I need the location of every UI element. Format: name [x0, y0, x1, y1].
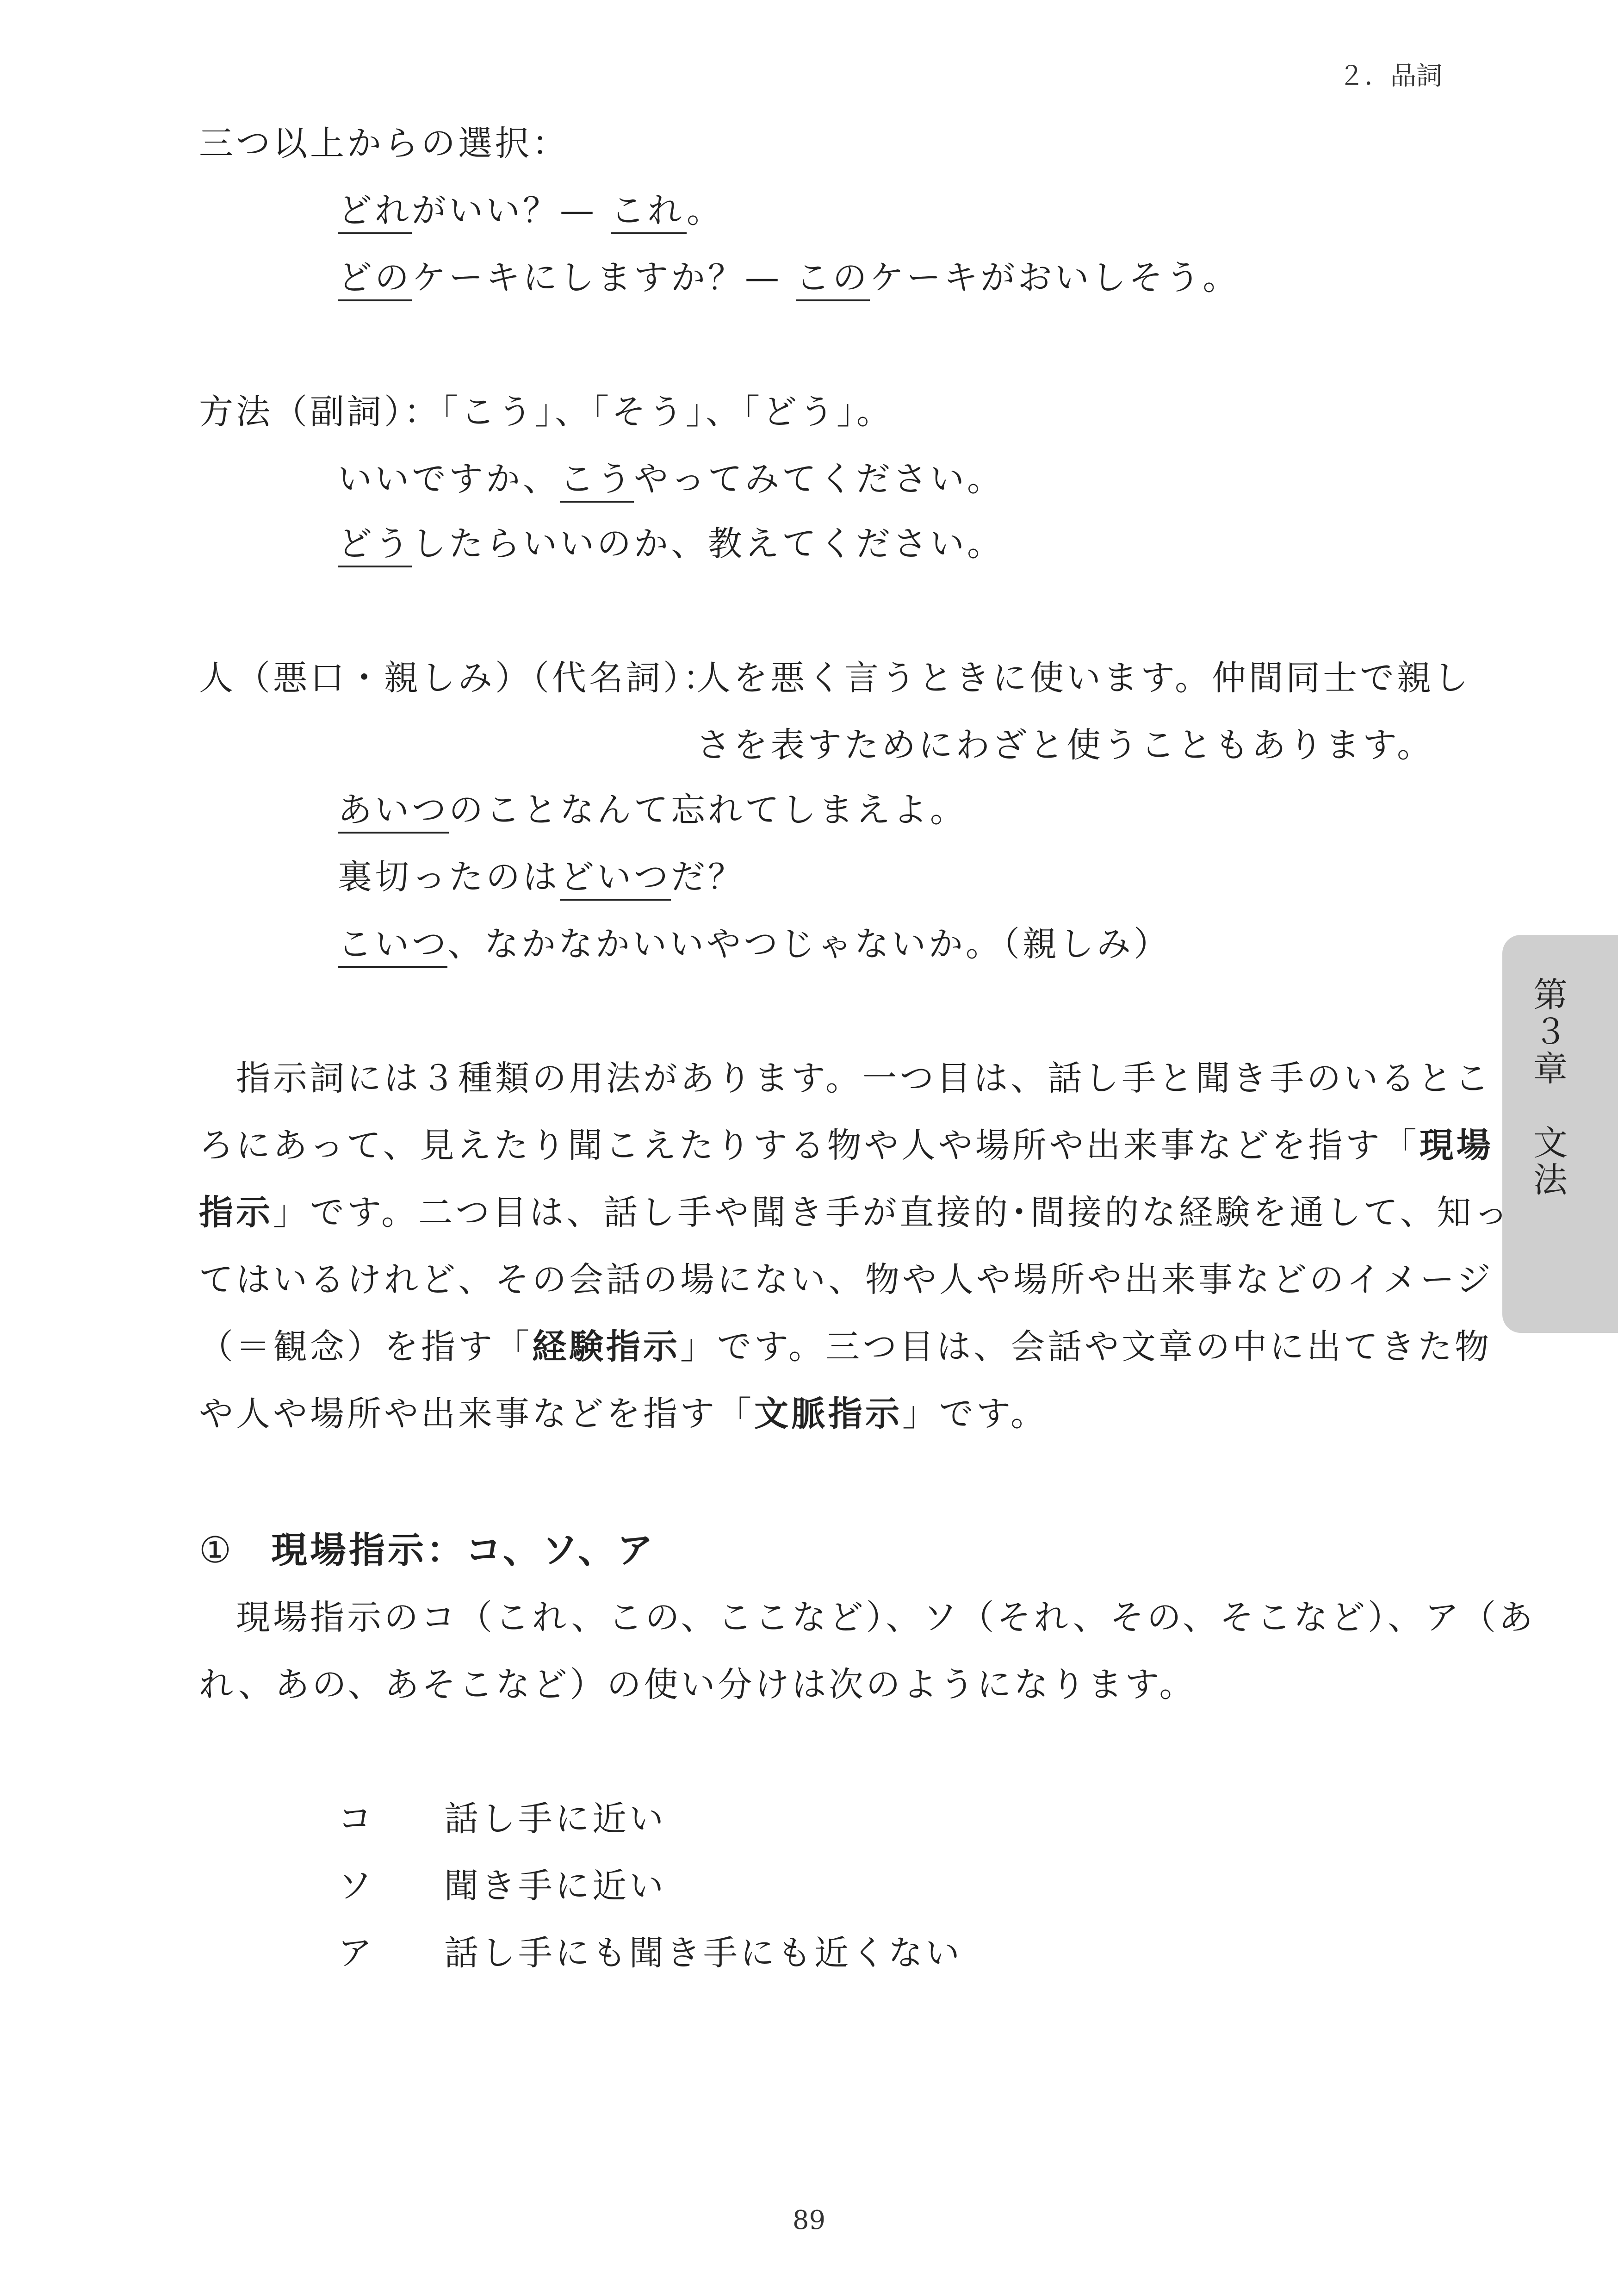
example-text: 。 [686, 191, 724, 230]
term-bunmyaku-shiji: 文脈指示 [754, 1394, 902, 1434]
kana-description: 話し手にも聞き手にも近くない [444, 1933, 962, 1973]
paragraph-text: 」です。三つ目は、会話や文章の中に出てきた物 [680, 1327, 1492, 1367]
example-line [338, 787, 967, 833]
paragraph-text: 」です。二つ目は、話し手や聞き手が直接的･間接的な経験を通して、知っ [273, 1193, 1511, 1232]
kana-label: ア [338, 1933, 375, 1973]
term-shiji: 指示 [199, 1193, 273, 1232]
subsection-number: ① [199, 1530, 234, 1571]
example-text: ケーキにしますか？— [412, 258, 796, 298]
kana-label: コ [338, 1799, 375, 1839]
term-genba: 現場 [1419, 1126, 1494, 1165]
subsection-title: 現場指示：コ、ソ、ア [271, 1530, 656, 1571]
person-description: さを表すためにわざと使うこともあります。 [696, 725, 1434, 765]
example-line [338, 187, 724, 234]
underlined-demonstrative: どいつ [560, 857, 671, 901]
example-text: 裏切ったのは [338, 857, 560, 897]
underlined-demonstrative: この [796, 258, 870, 301]
example-line [338, 255, 1240, 301]
list-item [338, 1930, 962, 1976]
example-text: したらいいのか、教えてください。 [412, 524, 1004, 564]
example-text: ケーキがおいしそう。 [869, 258, 1240, 298]
example-text: 、なかなかいいやつじゃないか。（親しみ） [447, 924, 1171, 964]
example-text: のことなんて忘れてしまえよ。 [449, 790, 967, 830]
paragraph-text: （＝観念）を指す「 [199, 1327, 532, 1367]
kana-description: 話し手に近い [444, 1799, 666, 1839]
method-heading: 方法（副詞）：「こう」、「そう」、「どう」。 [199, 392, 893, 432]
term-keiken-shiji: 経験指示 [532, 1327, 680, 1367]
list-item [338, 1796, 666, 1842]
person-heading: 人（悪口・親しみ）（代名詞）： [199, 658, 720, 698]
chapter-tab-label: 第３章 文法 [1528, 977, 1568, 1199]
paragraph-line: てはいるけれど、その会話の場にない、物や人や場所や出来事などのイメージ [199, 1260, 1494, 1300]
example-line [338, 921, 1171, 967]
example-text: いいですか、 [338, 459, 560, 499]
example-line [338, 854, 745, 900]
kana-label: ソ [338, 1866, 375, 1906]
kana-description: 聞き手に近い [444, 1866, 666, 1906]
choice-heading: 三つ以上からの選択： [199, 124, 569, 163]
paragraph-text: や人や場所や出来事などを指す「 [199, 1394, 754, 1434]
underlined-demonstrative: これ [611, 191, 687, 234]
example-text: やってみてください。 [634, 459, 1004, 499]
person-description: 人を悪く言うときに使います。仲間同士で親し [696, 658, 1471, 698]
paragraph-text: 」です。 [902, 1394, 1048, 1434]
underlined-demonstrative: どれ [338, 191, 412, 234]
example-line [338, 456, 1004, 502]
paragraph-line: 指示詞には３種類の用法があります。一つ目は、話し手と聞き手のいるとこ [199, 1058, 1492, 1098]
running-header: ２．品詞 [1339, 61, 1442, 91]
paragraph-line [199, 1391, 1048, 1437]
underlined-demonstrative: どう [338, 524, 412, 567]
subsection-body: 現場指示のコ（これ、この、ここなど）、ソ（それ、その、そこなど）、ア（あ [199, 1598, 1536, 1637]
paragraph-line [199, 1189, 1511, 1236]
underlined-demonstrative: こう [560, 459, 634, 503]
underlined-demonstrative: こいつ [338, 924, 447, 968]
list-item [338, 1863, 666, 1909]
subsection-heading [199, 1527, 656, 1574]
paragraph-text: ろにあって、見えたり聞こえたりする物や人や場所や出来事などを指す「 [199, 1126, 1420, 1165]
paragraph-line [199, 1122, 1494, 1169]
example-line [338, 521, 1004, 567]
example-text: がいい？— [412, 191, 611, 230]
underlined-demonstrative: どの [338, 258, 412, 301]
example-text: だ？ [671, 857, 745, 897]
subsection-body: れ、あの、あそこなど）の使い分けは次のようになります。 [199, 1665, 1196, 1705]
page-number: 89 [792, 2205, 826, 2235]
underlined-demonstrative: あいつ [338, 790, 449, 834]
paragraph-line [199, 1324, 1492, 1370]
